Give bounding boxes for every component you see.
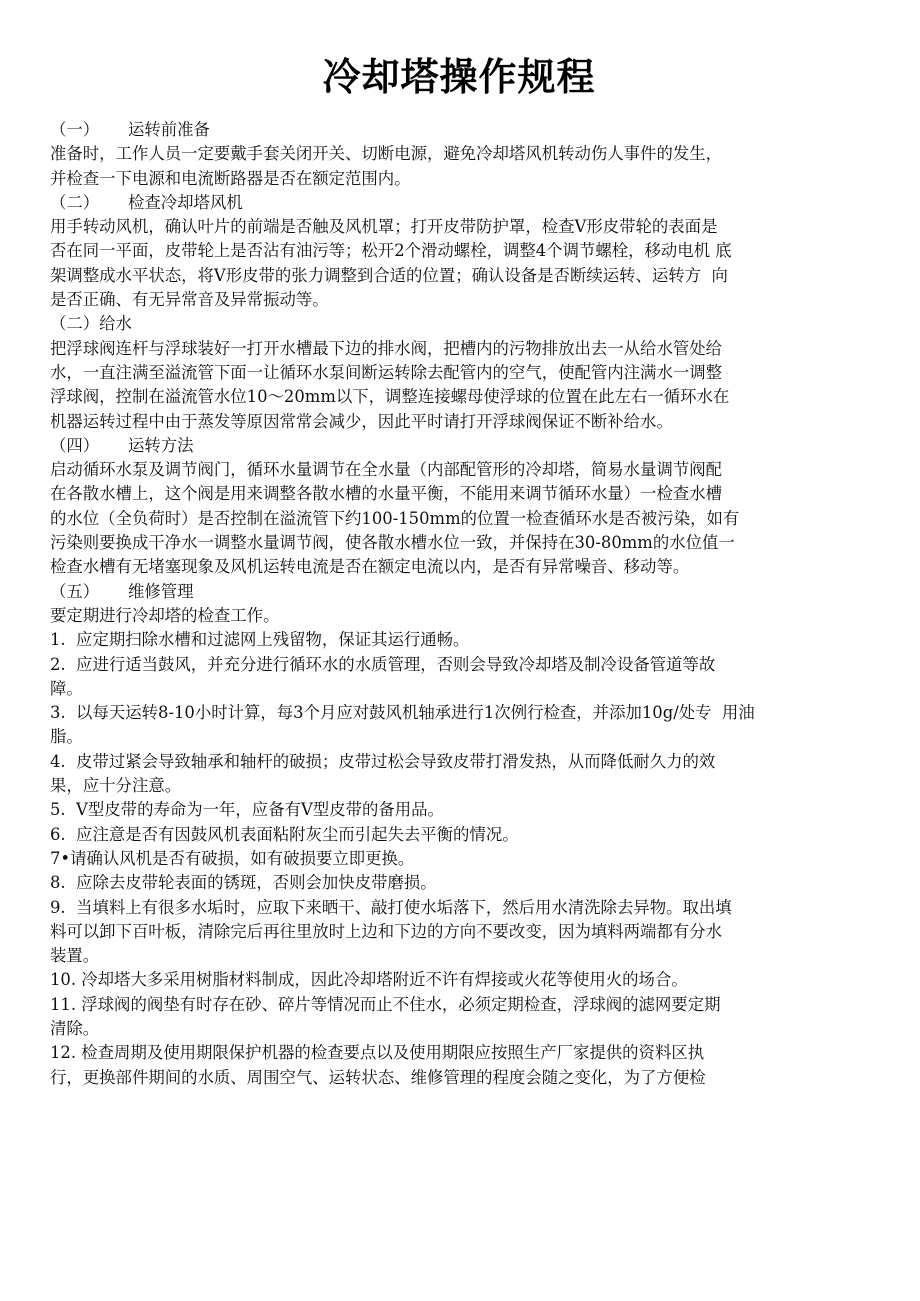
paragraph-line: 装置。 bbox=[50, 946, 100, 966]
paragraph-line: 否在同一平面，皮带轮上是否沾有油污等；松开2个滑动螺栓，调整4个调节螺栓，移动电机 底 bbox=[50, 241, 732, 261]
paragraph-line: 行，更换部件期间的水质、周围空气、运转状态、维修管理的程度会随之变化，为了方便检 bbox=[50, 1067, 706, 1087]
paragraph-line: 机器运转过程中由于蒸发等原因常常会减少，因此平时请打开浮球阀保证不断补给水。 bbox=[50, 411, 673, 431]
paragraph-line: 污染则要换成干净水一调整水量调节阀，使各散水槽水位一致，并保持在30-80mm的水位值一 bbox=[50, 533, 735, 553]
section-heading-text: 给水 bbox=[99, 314, 132, 334]
paragraph-line: 5. V型皮带的寿命为一年，应备有V型皮带的备用品。 bbox=[50, 800, 444, 820]
section-heading-text: 运转前准备 bbox=[128, 120, 210, 139]
paragraph-line: 7•请确认风机是否有破损，如有破损要立即更换。 bbox=[50, 848, 415, 868]
paragraph-line: 11. 浮球阀的阀垫有时存在砂、碎片等情况而止不住水，必须定期检查，浮球阀的滤网要定期 bbox=[50, 994, 721, 1014]
section-number: （二） bbox=[50, 314, 100, 334]
paragraph-line: 障。 bbox=[50, 678, 83, 698]
paragraph-line: 水，一直注满至溢流管下面一让循环水泵间断运转除去配管内的空气，使配管内注满水一调整 bbox=[50, 362, 723, 382]
paragraph-line: 清除。 bbox=[50, 1018, 100, 1038]
paragraph-line: 6. 应注意是否有因鼓风机表面粘附灰尘而引起失去平衡的情况。 bbox=[50, 824, 519, 844]
paragraph-line: 把浮球阀连杆与浮球装好一打开水槽最下边的排水阀，把槽内的污物排放出去一从给水管处给 bbox=[50, 338, 723, 358]
paragraph-line: 4. 皮带过紧会导致轴承和轴杆的破损；皮带过松会导致皮带打滑发热，从而降低耐久力的效 bbox=[50, 751, 716, 771]
section-heading bbox=[50, 312, 868, 336]
section-heading bbox=[50, 434, 868, 458]
section-number: （二） bbox=[50, 192, 100, 212]
section-number: （四） bbox=[50, 435, 100, 455]
section-heading-text: 维修管理 bbox=[128, 581, 194, 601]
paragraph-line: 检查水槽有无堵塞现象及风机运转电流是否在额定电流以内，是否有异常噪音、移动等。 bbox=[50, 557, 690, 577]
paragraph-line: 果，应十分注意。 bbox=[50, 776, 182, 796]
paragraph-line: 3. 以每天运转8-10小时计算，每3个月应对鼓风机轴承进行1次例行检查，并添加10g/处专 用油 bbox=[50, 703, 755, 723]
paragraph-line: 启动循环水泵及调节阀门，循环水量调节在全水量（内部配管形的冷却塔，简易水量调节阀配 bbox=[50, 460, 723, 480]
paragraph-line: 浮球阀，控制在溢流管水位10〜20mm以下，调整连接螺母使浮球的位置在此左右一循环水在 bbox=[50, 387, 730, 407]
paragraph-line: 料可以卸下百叶板，清除完后再往里放时上边和下边的方向不要改变，因为填料两端都有分水 bbox=[50, 921, 723, 941]
paragraph-line: 10. 冷却塔大多采用树脂材料制成，因此冷却塔附近不许有焊接或火花等使用火的场合。 bbox=[50, 970, 688, 990]
paragraph-line: 架调整成水平状态，将V形皮带的张力调整到合适的位置；确认设备是否断续运转、运转方 向 bbox=[50, 265, 728, 285]
paragraph-line: 要定期进行冷却塔的检查工作。 bbox=[50, 605, 280, 625]
paragraph-line: 9. 当填料上有很多水垢时，应取下来晒干、敲打使水垢落下，然后用水清洗除去异物。取出填 bbox=[50, 897, 732, 917]
section-heading bbox=[50, 580, 868, 604]
section-number: （一） bbox=[50, 120, 100, 139]
document-title: 冷却塔操作规程 bbox=[322, 55, 596, 99]
paragraph-line: 并检查一下电源和电流断路器是否在额定范围内。 bbox=[50, 168, 411, 188]
paragraph-line: 1. 应定期扫除水槽和过滤网上残留物，保证其运行通畅。 bbox=[50, 630, 470, 650]
section-number: （五） bbox=[50, 581, 100, 601]
section-heading-text: 检查冷却塔风机 bbox=[128, 192, 243, 212]
paragraph-line: 在各散水槽上，这个阀是用来调整各散水槽的水量平衡，不能用来调节循环水量）一检查水槽 bbox=[50, 484, 723, 504]
paragraph-line: 2. 应进行适当鼓风，并充分进行循环水的水质管理，否则会导致冷却塔及制冷设备管道等故 bbox=[50, 654, 716, 674]
section-heading bbox=[50, 191, 868, 215]
paragraph-line: 准备时，工作人员一定要戴手套关闭开关、切断电源，避免冷却塔风机转动伤人事件的发生， bbox=[50, 144, 723, 164]
paragraph-line: 用手转动风机，确认叶片的前端是否触及风机罩；打开皮带防护罩，检查V形皮带轮的表面是 bbox=[50, 217, 718, 237]
paragraph-line: 的水位（全负荷时）是否控制在溢流管下约100-150mm的位置一检查循环水是否被污染，如有 bbox=[50, 508, 740, 528]
section-heading-text: 运转方法 bbox=[128, 435, 194, 455]
document-body bbox=[50, 118, 868, 1090]
paragraph-line: 是否正确、有无异常音及异常振动等。 bbox=[50, 290, 329, 310]
paragraph-line: 12. 检查周期及使用期限保护机器的检查要点以及使用期限应按照生产厂家提供的资料区执 bbox=[50, 1043, 705, 1063]
paragraph-line: 8. 应除去皮带轮表面的锈斑，否则会加快皮带磨损。 bbox=[50, 873, 437, 893]
section-heading bbox=[50, 118, 868, 142]
paragraph-line: 脂。 bbox=[50, 727, 83, 747]
